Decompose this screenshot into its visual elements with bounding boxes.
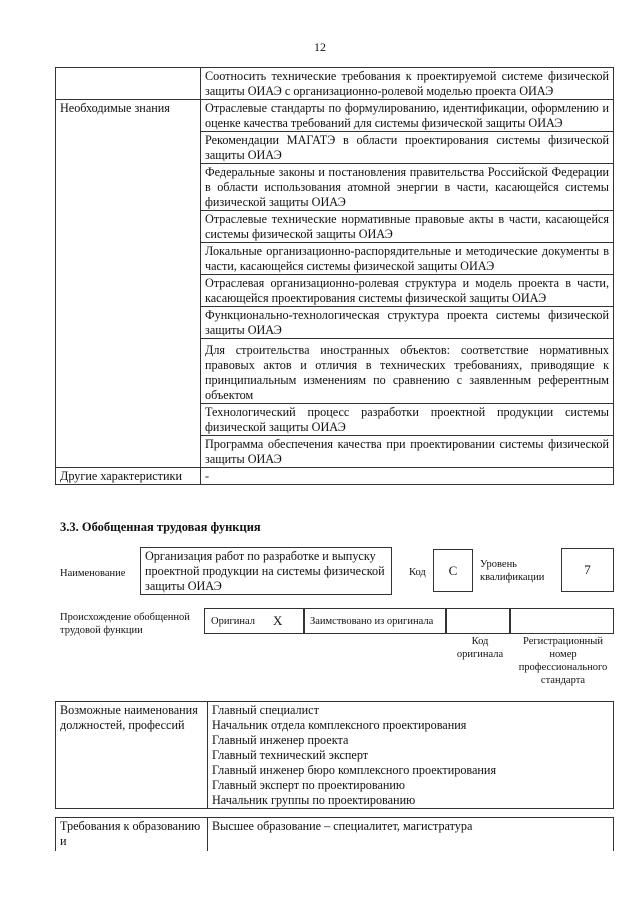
reg-number-box	[510, 608, 614, 634]
skill-item: Соотносить технические требования к проектируемой системе физической защиты ОИАЭ с организационно-ролевой моделью проекта ОИАЭ	[201, 68, 614, 100]
name-value: Организация работ по разработке и выпуску проектной продукции на системы физической защиты ОИАЭ	[140, 547, 392, 595]
positions-list	[208, 702, 614, 809]
original-box	[204, 608, 304, 634]
table-row	[56, 818, 614, 852]
knowledge-item: Локальные организационно-распорядительные и методические документы в части, касающейся системы физической защиты ОИАЭ	[201, 243, 614, 275]
position-item: Главный эксперт по проектированию	[212, 778, 406, 792]
position-item: Главный инженер бюро комплексного проектирования	[212, 763, 497, 777]
name-label: Наименование	[60, 568, 126, 579]
positions-label: Возможные наименования должностей, профессий	[56, 702, 208, 809]
education-label: Требования к образованию и	[56, 818, 208, 852]
original-mark: X	[273, 613, 283, 628]
knowledge-item: Технологический процесс разработки проектной продукции системы физической защиты ОИАЭ	[201, 404, 614, 436]
code-label: Код	[409, 567, 426, 578]
code-original-box	[446, 608, 510, 634]
table-row	[56, 68, 614, 100]
knowledge-item: Функционально-технологическая структура проекта системы физической защиты ОИАЭ	[201, 307, 614, 339]
level-value: 7	[561, 548, 614, 592]
knowledge-item: Рекомендации МАГАТЭ в области проектирования системы физической защиты ОИАЭ	[201, 132, 614, 164]
borrowed-box	[304, 608, 446, 634]
borrowed-label: Заимствовано из оригинала	[310, 616, 434, 627]
knowledge-item: Программа обеспечения качества при проектировании системы физической защиты ОИАЭ	[201, 436, 614, 468]
knowledge-item: Федеральные законы и постановления правительства Российской Федерации в области использования атомной энергии в части, касающейся системы физической защиты ОИАЭ	[201, 164, 614, 211]
table-cell-empty	[56, 68, 201, 100]
education-table	[55, 817, 614, 851]
table-row	[56, 702, 614, 809]
original-label: Оригинал	[211, 616, 255, 627]
origin-label: Происхождение обобщенной трудовой функции	[60, 612, 190, 636]
knowledge-item: Для строительства иностранных объектов: соответствие нормативных правовых актов и отличия в технических требованиях, приводящие к принципиальным изменениям по сравнению с заявленным референтным объектом	[201, 339, 614, 404]
knowledge-label: Необходимые знания	[56, 100, 201, 468]
table-row	[56, 100, 614, 132]
positions-table	[55, 701, 614, 809]
table-row	[56, 468, 614, 485]
other-characteristics-value: -	[201, 468, 614, 485]
other-characteristics-label: Другие характеристики	[56, 468, 201, 485]
position-item: Главный инженер проекта	[212, 733, 349, 747]
page-number: 12	[314, 40, 326, 54]
position-item: Начальник отдела комплексного проектирования	[212, 718, 467, 732]
position-item: Главный технический эксперт	[212, 748, 369, 762]
education-value: Высшее образование – специалитет, магистратура	[208, 818, 614, 852]
knowledge-item: Отраслевые стандарты по формулированию, идентификации, оформлению и оценке качества требований для системы физической защиты ОИАЭ	[201, 100, 614, 132]
knowledge-item: Отраслевая организационно-ролевая структура и модель проекта в части, касающейся проектирования системы физической защиты ОИАЭ	[201, 275, 614, 307]
position-item: Главный специалист	[212, 703, 319, 717]
position-item: Начальник группы по проектированию	[212, 793, 416, 807]
level-label: Уровень квалификации	[480, 559, 545, 583]
reg-number-caption: Регистрационный номер профессионального стандарта	[518, 636, 608, 686]
code-value: C	[433, 549, 473, 592]
code-original-caption: Код оригинала	[456, 636, 504, 660]
knowledge-item: Отраслевые технические нормативные правовые акты в части, касающейся системы физической защиты ОИАЭ	[201, 211, 614, 243]
knowledge-table	[55, 67, 614, 485]
section-title: 3.3. Обобщенная трудовая функция	[60, 520, 261, 534]
